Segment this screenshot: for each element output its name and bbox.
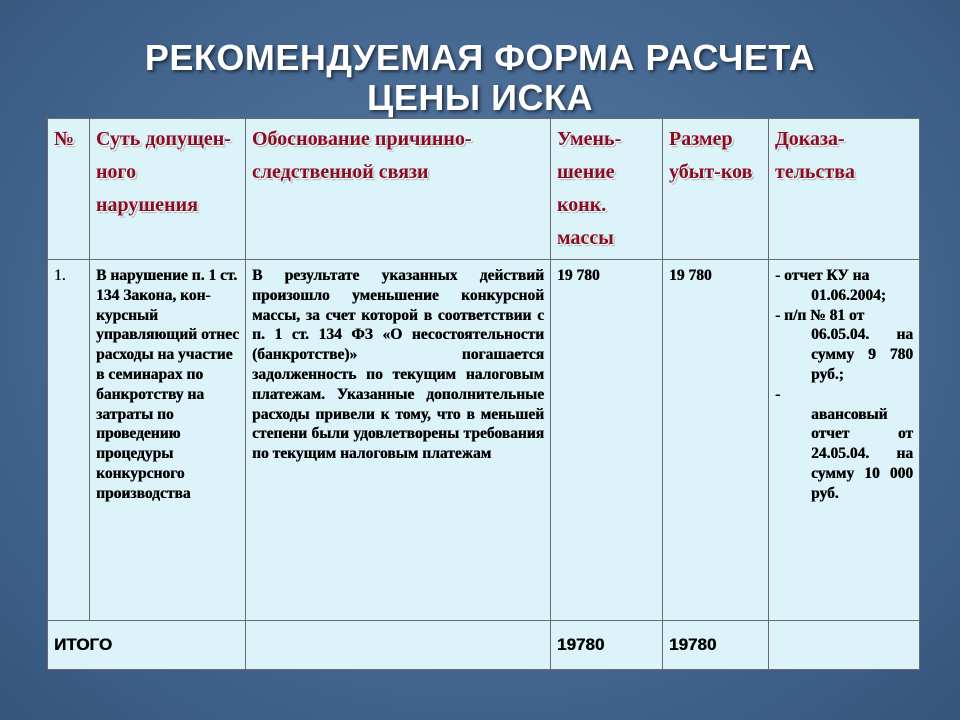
row-violation: В нарушение п. 1 ст. 134 Закона, кон-курсный управляющий отнес расходы на участие в семинарах по банкротству на затраты по проведению процедуры конкурсного производства	[90, 260, 246, 621]
total-evidence-empty	[769, 621, 920, 670]
row-damages: 19 780	[663, 260, 769, 621]
slide-title	[0, 38, 960, 118]
title-line-2: ЦЕНЫ ИСКА	[367, 77, 593, 118]
claim-calculation-table	[47, 118, 920, 670]
header-justification: Обоснование причинно-следственной связи	[246, 119, 551, 260]
total-row	[48, 621, 920, 670]
header-damages: Размер убыт-ков	[663, 119, 769, 260]
header-number: №	[48, 119, 90, 260]
evidence-item-1-detail: 01.06.2004;	[811, 286, 886, 304]
evidence-item-1: - отчет КУ на	[775, 267, 870, 284]
total-damages: 19780	[663, 621, 769, 670]
header-row	[48, 119, 920, 260]
row-number: 1.	[48, 260, 90, 621]
title-line-1: РЕКОМЕНДУЕМАЯ ФОРМА РАСЧЕТА	[144, 37, 816, 78]
row-evidence	[769, 260, 920, 621]
row-decrease: 19 780	[551, 260, 663, 621]
evidence-item-2: - п/п № 81 от	[775, 306, 865, 324]
evidence-item-3-detail: авансовый отчет от 24.05.04. на сумму 10 000 руб.	[811, 405, 913, 502]
header-decrease: Умень-шение конк. массы	[551, 119, 663, 260]
table-row	[48, 260, 920, 621]
total-label: ИТОГО	[48, 621, 246, 670]
total-empty	[246, 621, 551, 670]
header-violation: Суть допущен-ного нарушения	[90, 119, 246, 260]
evidence-item-3: -	[775, 385, 781, 403]
evidence-item-2-detail: 06.05.04. на сумму 9 780 руб.;	[811, 326, 913, 383]
total-decrease: 19780	[551, 621, 663, 670]
row-justification: В результате указанных действий произошло уменьшение конкурсной массы, за счет которой в соответствии с п. 1 ст. 134 ФЗ «О несостоятельности (банкротстве)» погашается задолженность по текущим налоговым платежам. Указанные дополнительные расходы привели к тому, что в меньшей степени были удовлетворены требования по текущим налоговым платежам	[246, 260, 551, 621]
header-evidence: Доказа-тельства	[769, 119, 920, 260]
